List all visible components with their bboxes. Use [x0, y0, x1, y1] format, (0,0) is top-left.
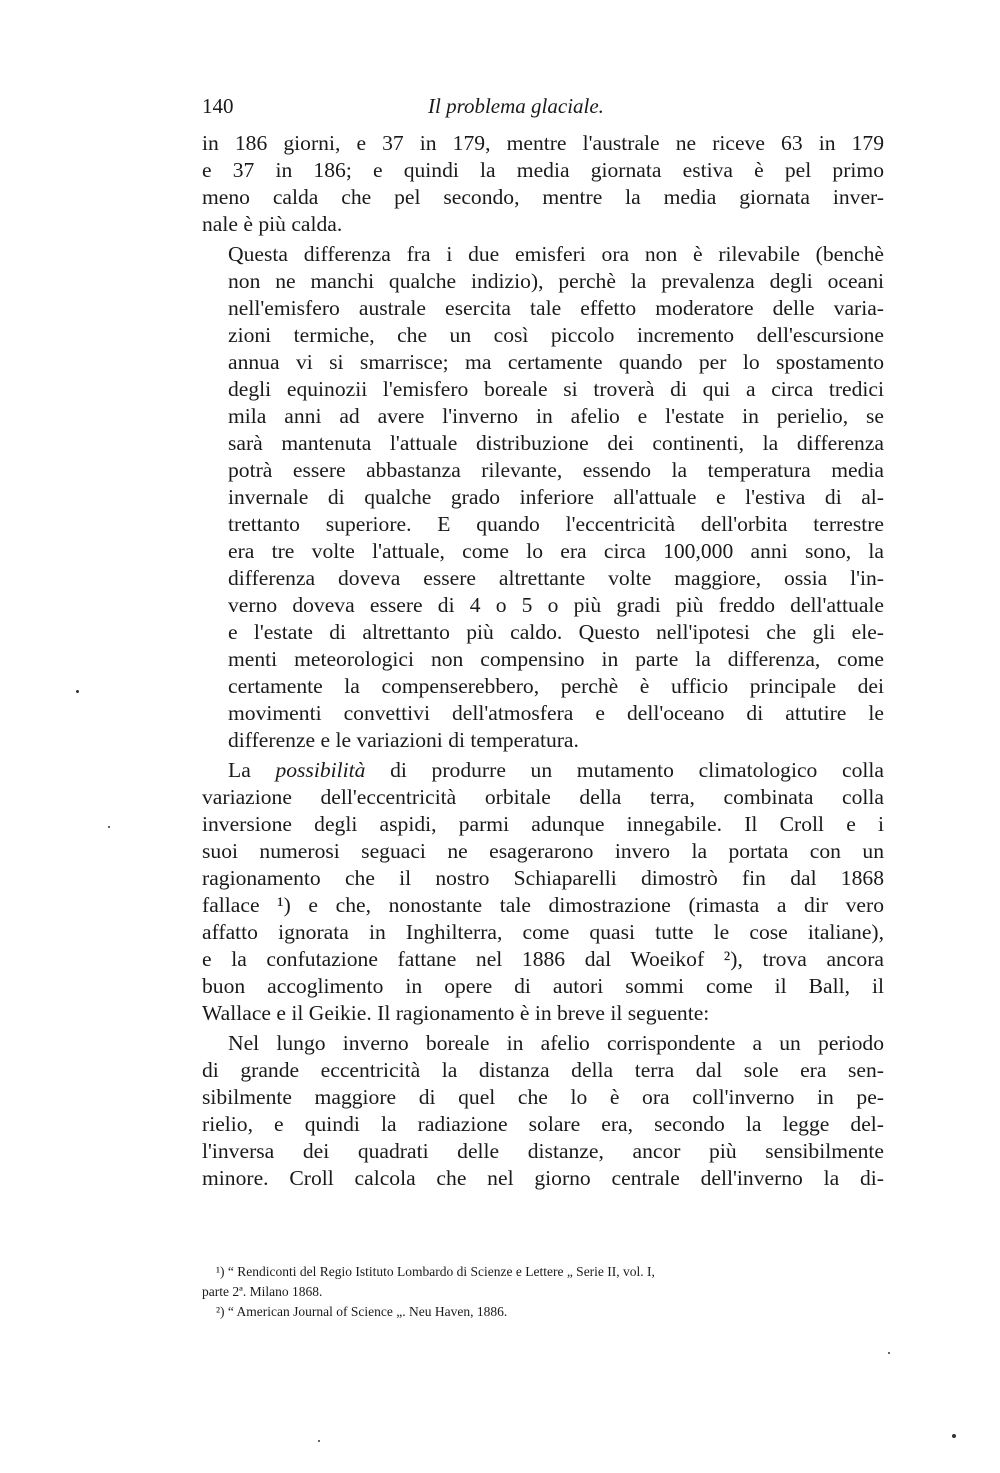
text-line: invernale di qualche grado inferiore all'attuale e l'estiva di al- [228, 485, 884, 509]
text-line: nell'emisfero australe esercita tale effetto moderatore delle varia- [228, 296, 884, 320]
text-line: rielio, e quindi la radiazione solare era, secondo la legge del- [202, 1112, 884, 1136]
text-line: ragionamento che il nostro Schiaparelli dimostrò fin dal 1868 [202, 866, 884, 890]
text-line: differenze e le variazioni di temperatura. [228, 728, 579, 752]
text-line: fallace ¹) e che, nonostante tale dimostrazione (rimasta a dir vero [202, 893, 884, 917]
text-line: non ne manchi qualche indizio), perchè la prevalenza degli oceani [228, 269, 884, 293]
running-title: Il problema glaciale. [428, 94, 604, 118]
footnote-2 [202, 1302, 884, 1322]
text-line: nale è più calda. [202, 212, 343, 236]
text-line: Wallace e il Geikie. Il ragionamento è in breve il seguente: [202, 1001, 710, 1025]
text-line: era tre volte l'attuale, come lo era circa 100,000 anni sono, la [228, 539, 884, 563]
text-line: meno calda che pel secondo, mentre la media giornata inver- [202, 185, 884, 209]
footnote-1 [202, 1262, 884, 1282]
text-line: in 186 giorni, e 37 in 179, mentre l'australe ne riceve 63 in 179 [202, 131, 884, 155]
text-line: buon accoglimento in opere di autori sommi come il Ball, il [202, 974, 884, 998]
scan-speck [76, 690, 79, 693]
text-line: sibilmente maggiore di quel che lo è ora coll'inverno in pe- [202, 1085, 884, 1109]
footnote-text: “ American Journal of Science „. Neu Haven, 1886. [227, 1304, 508, 1319]
text-line: suoi numerosi seguaci ne esagerarono invero la portata con un [202, 839, 884, 863]
scan-speck [952, 1434, 956, 1438]
scan-speck [888, 1352, 890, 1354]
page-header [202, 94, 884, 124]
footnote-text: “ Rendiconti del Regio Istituto Lombardo di Scienze e Lettere „ Serie II, vol. I, [227, 1264, 655, 1279]
emphasis-word: possibilità [275, 758, 366, 782]
text-line: sarà mantenuta l'attuale distribuzione dei continenti, la differenza [228, 431, 884, 455]
text-line: variazione dell'eccentricità orbitale della terra, combinata colla [202, 785, 884, 809]
scan-speck [108, 826, 110, 828]
footnotes [202, 1262, 884, 1322]
text-line: trettanto superiore. E quando l'eccentricità dell'orbita terrestre [228, 512, 884, 536]
paragraph-4 [202, 1030, 884, 1192]
text-line: di grande eccentricità la distanza della terra dal sole era sen- [202, 1058, 884, 1082]
scan-speck [318, 1440, 320, 1442]
page-number: 140 [202, 94, 234, 118]
text-line: minore. Croll calcola che nel giorno centrale dell'inverno la di- [202, 1166, 884, 1190]
footnote-marker: ²) [216, 1304, 225, 1319]
text-fragment: La [228, 758, 276, 782]
paragraph-1 [202, 130, 884, 238]
text-line: mila anni ad avere l'inverno in afelio e l'estate in perielio, se [228, 404, 884, 428]
text-line: differenza doveva essere altrettante volte maggiore, ossia l'in- [228, 566, 884, 590]
footnote-marker: ¹) [216, 1264, 225, 1279]
text-line: Questa differenza fra i due emisferi ora non è rilevabile (benchè [228, 242, 884, 266]
text-line: affatto ignorata in Inghilterra, come quasi tutte le cose italiane), [202, 920, 884, 944]
text-line: Nel lungo inverno boreale in afelio corrispondente a un periodo [228, 1031, 884, 1055]
text-line: movimenti convettivi dell'atmosfera e dell'oceano di attutire le [228, 701, 884, 725]
text-line [202, 757, 884, 784]
paragraph-3 [202, 757, 884, 1027]
text-fragment: di produrre un mutamento climatologico colla [365, 758, 884, 782]
body-text [202, 130, 884, 1192]
text-line: verno doveva essere di 4 o 5 o più gradi più freddo dell'attuale [228, 593, 884, 617]
text-line: e 37 in 186; e quindi la media giornata estiva è pel primo [202, 158, 884, 182]
footnote-1-continuation: parte 2ª. Milano 1868. [202, 1284, 323, 1299]
text-line: menti meteorologici non compensino in parte la differenza, come [228, 647, 884, 671]
text-line: potrà essere abbastanza rilevante, essendo la temperatura media [228, 458, 884, 482]
text-line: inversione degli aspidi, parmi adunque innegabile. Il Croll e i [202, 812, 884, 836]
text-line: certamente la compenserebbero, perchè è ufficio principale dei [228, 674, 884, 698]
paragraph-2 [202, 241, 884, 754]
text-line: e la confutazione fattane nel 1886 dal Woeikof ²), trova ancora [202, 947, 884, 971]
text-line: zioni termiche, che un così piccolo incremento dell'escursione [228, 323, 884, 347]
text-line: l'inversa dei quadrati delle distanze, ancor più sensibilmente [202, 1139, 884, 1163]
text-line: e l'estate di altrettanto più caldo. Questo nell'ipotesi che gli ele- [228, 620, 884, 644]
text-line: degli equinozii l'emisfero boreale si troverà di qui a circa tredici [228, 377, 884, 401]
text-line: annua vi si smarrisce; ma certamente quando per lo spostamento [228, 350, 884, 374]
